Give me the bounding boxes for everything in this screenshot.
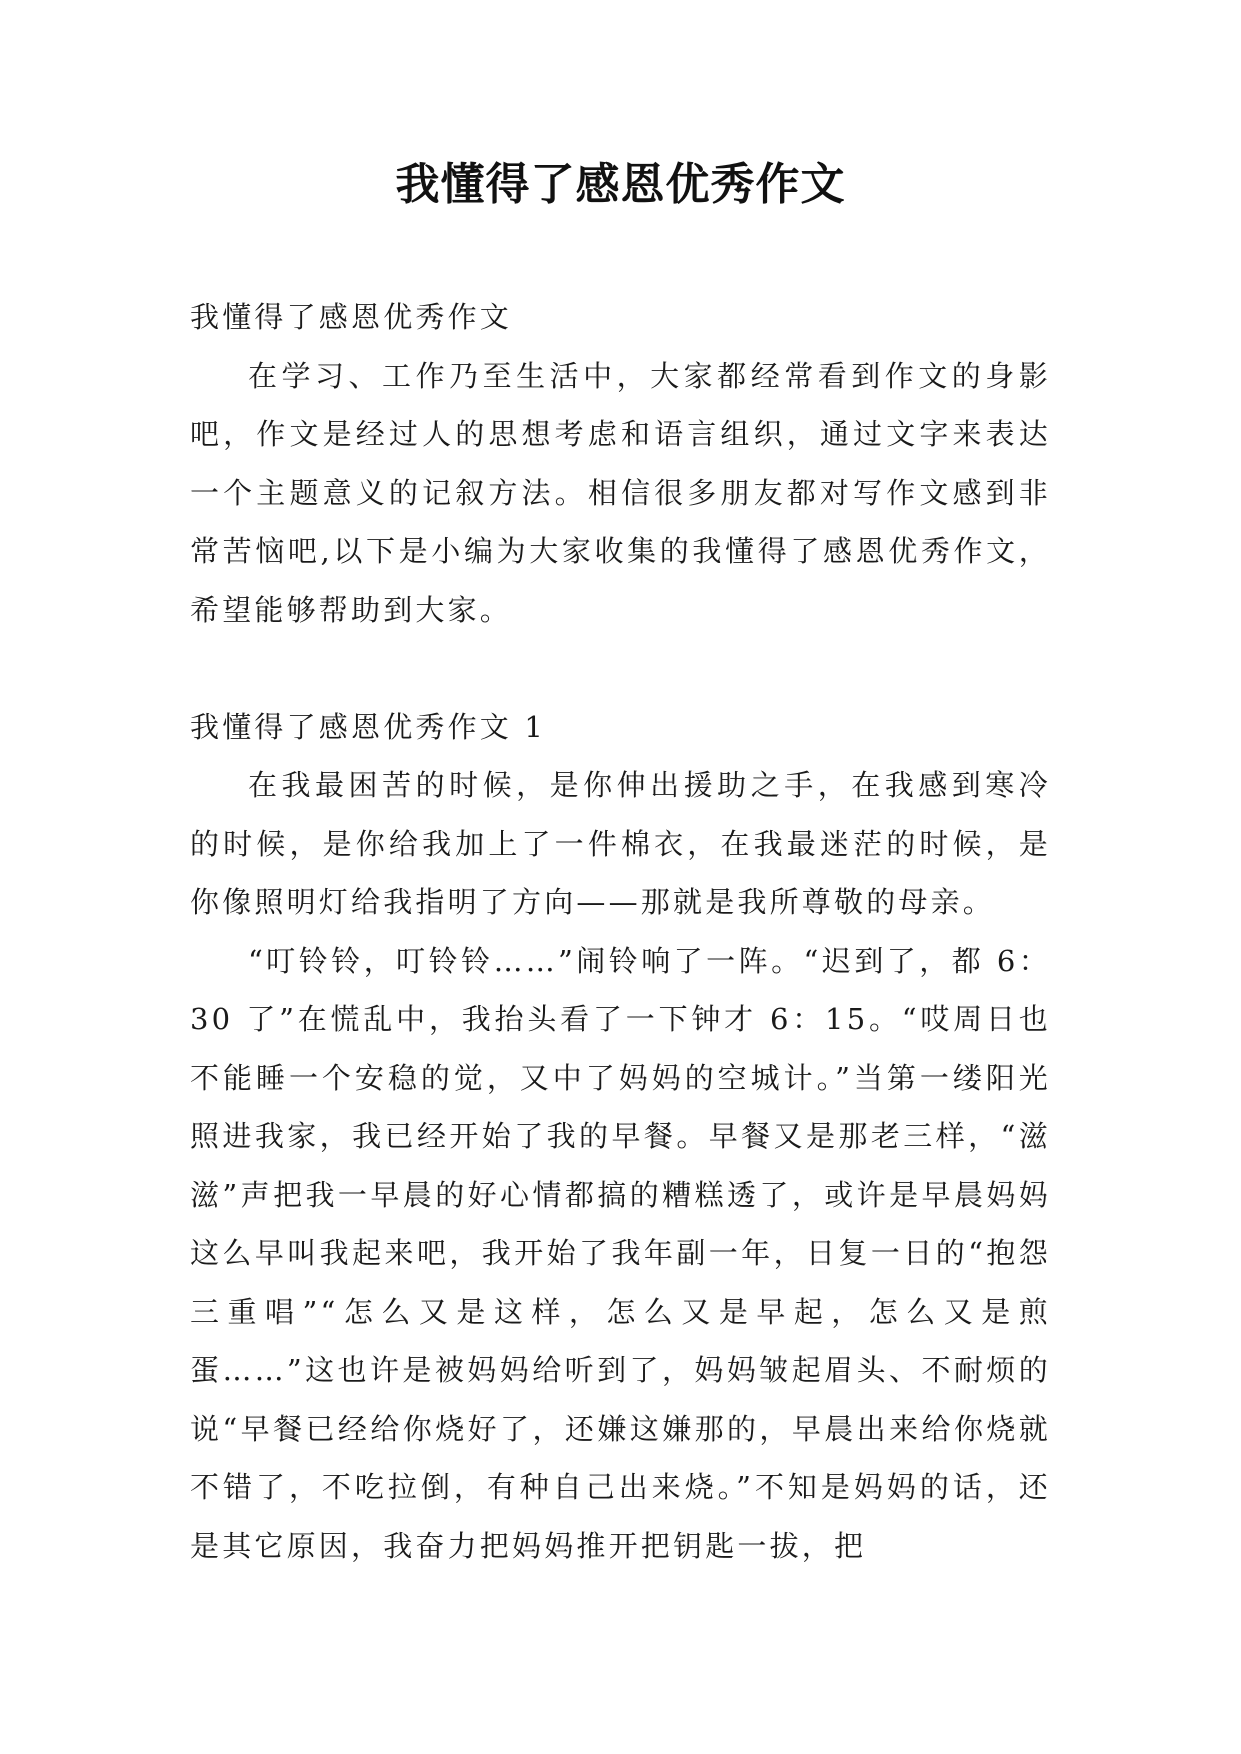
essay-1-paragraph: 在我最困苦的时候，是你伸出援助之手，在我感到寒冷的时候，是你给我加上了一件棉衣，在我最迷茫的时候，是你像照明灯给我指明了方向——那就是我所尊敬的母亲。 bbox=[190, 768, 1051, 919]
section-spacer bbox=[190, 639, 1051, 698]
intro-heading: 我懂得了感恩优秀作文 bbox=[190, 300, 513, 334]
essay-1-heading: 我懂得了感恩优秀作文 1 bbox=[190, 709, 547, 744]
document-body bbox=[190, 288, 1051, 1575]
document-title: 我懂得了感恩优秀作文 bbox=[395, 159, 846, 210]
essay-1-paragraph: “叮铃铃，叮铃铃……”闹铃响了一阵。“迟到了，都 6：30 了”在慌乱中，我抬头看了一下钟才 6：15。“哎周日也不能睡一个安稳的觉，又中了妈妈的空城计。”当第一缕阳光照进我家，我已经开始了我的早餐。早餐又是那老三样，“滋滋”声把我一早晨的好心情都搞的糟糕透了，或许是早晨妈妈这么早叫我起来吧，我开始了我年副一年，日复一日的“抱怨三重唱”“怎么又是这样，怎么又是早起，怎么又是煎蛋……”这也许是被妈妈给听到了，妈妈皱起眉头、不耐烦的说“早餐已经给你烧好了，还嫌这嫌那的，早晨出来给你烧就不错了，不吃拉倒，有种自己出来烧。”不知是妈妈的话，还是其它原因，我奋力把妈妈推开把钥匙一拔，把 bbox=[190, 943, 1051, 1563]
intro-paragraph: 在学习、工作乃至生活中，大家都经常看到作文的身影吧，作文是经过人的思想考虑和语言组织，通过文字来表达一个主题意义的记叙方法。相信很多朋友都对写作文感到非常苦恼吧,以下是小编为大家收集的我懂得了感恩优秀作文，希望能够帮助到大家。 bbox=[190, 358, 1051, 627]
